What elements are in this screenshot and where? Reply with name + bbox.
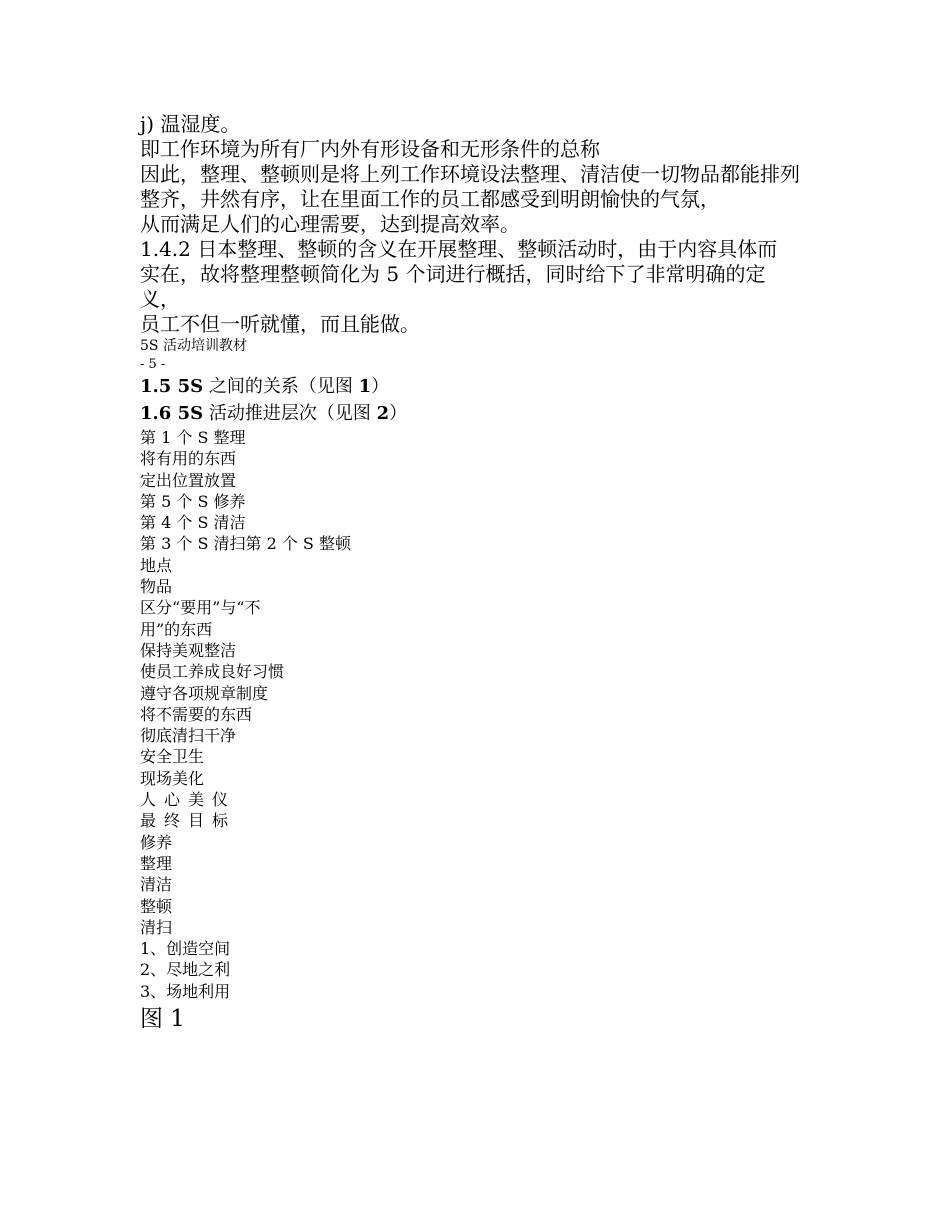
diagram-item: 安全卫生 — [140, 747, 205, 767]
diagram-item: 整理 — [140, 853, 173, 873]
section-close: ） — [371, 376, 390, 397]
diagram-item: 物品 — [140, 577, 173, 597]
figure-caption: 图 1 — [140, 1006, 185, 1033]
diagram-item: 保持美观整洁 — [140, 640, 237, 660]
diagram-item: 彻底清扫干净 — [140, 726, 237, 746]
figure-ref: 2 — [376, 403, 390, 424]
document-page — [140, 112, 805, 1034]
diagram-item: 清扫 — [140, 917, 173, 937]
intro-line-6: 实在，故将整理整顿简化为 5 个词进行概括，同时给下了非常明确的定义， — [140, 262, 766, 311]
intro-line-5: 1.4.2 日本整理、整顿的含义在开展整理、整顿活动时，由于内容具体而 — [140, 237, 778, 261]
diagram-item: 现场美化 — [140, 768, 205, 788]
diagram-item: 第 5 个 S 修养 — [140, 491, 246, 511]
diagram-item: 整顿 — [140, 896, 173, 916]
section-heading-1-5 — [140, 373, 805, 400]
diagram-item: 修养 — [140, 832, 173, 852]
section-number: 1.5 5S — [140, 376, 204, 397]
diagram-item: 地点 — [140, 555, 173, 575]
diagram-item: 用”的东西 — [140, 619, 213, 639]
diagram-item: 第 4 个 S 清洁 — [140, 513, 246, 533]
diagram-item: 使员工养成良好习惯 — [140, 662, 285, 682]
diagram-item: 将有用的东西 — [140, 449, 237, 469]
section-heading-1-6 — [140, 400, 805, 427]
diagram-item-spaced: 人心美仪 — [140, 790, 237, 810]
figure-ref: 1 — [358, 376, 372, 397]
diagram-item: 第 1 个 S 整理 — [140, 428, 246, 447]
section-number: 1.6 5S — [140, 403, 204, 424]
diagram-item: 定出位置放置 — [140, 470, 237, 490]
diagram-item: 第 3 个 S 清扫第 2 个 S 整顿 — [140, 534, 351, 554]
diagram-item: 3、场地利用 — [140, 981, 231, 1001]
intro-line-3: 因此，整理、整顿则是将上列工作环境设法整理、清洁使一切物品都能排列整齐，井然有序，让在里面工作的员工都感受到明朗愉快的气氛， — [140, 162, 800, 211]
diagram-item: 遵守各项规章制度 — [140, 683, 269, 703]
section-text: 活动推进层次（见图 — [203, 403, 377, 424]
diagram-item-spaced: 最终目标 — [140, 811, 237, 831]
intro-line-1: j) 温湿度。 — [140, 112, 241, 136]
diagram-item: 区分“要用”与“不 — [140, 598, 261, 618]
diagram-item: 清洁 — [140, 875, 173, 895]
section-text: 之间的关系（见图 — [203, 376, 359, 397]
diagram-item: 1、创造空间 — [140, 939, 231, 959]
intro-line-4: 从而满足人们的心理需要，达到提高效率。 — [140, 212, 520, 236]
diagram-item: 将不需要的东西 — [140, 704, 253, 724]
section-close: ） — [389, 403, 408, 424]
diagram-text-list — [140, 427, 805, 1002]
intro-line-2: 即工作环境为所有厂内外有形设备和无形条件的总称 — [140, 137, 600, 161]
intro-line-7: 员工不但一听就懂，而且能做。 — [140, 312, 420, 336]
footer-page-number: - 5 - — [140, 357, 166, 372]
diagram-item: 2、尽地之利 — [140, 960, 231, 980]
footer-book-title: 5S 活动培训教材 — [140, 338, 247, 354]
